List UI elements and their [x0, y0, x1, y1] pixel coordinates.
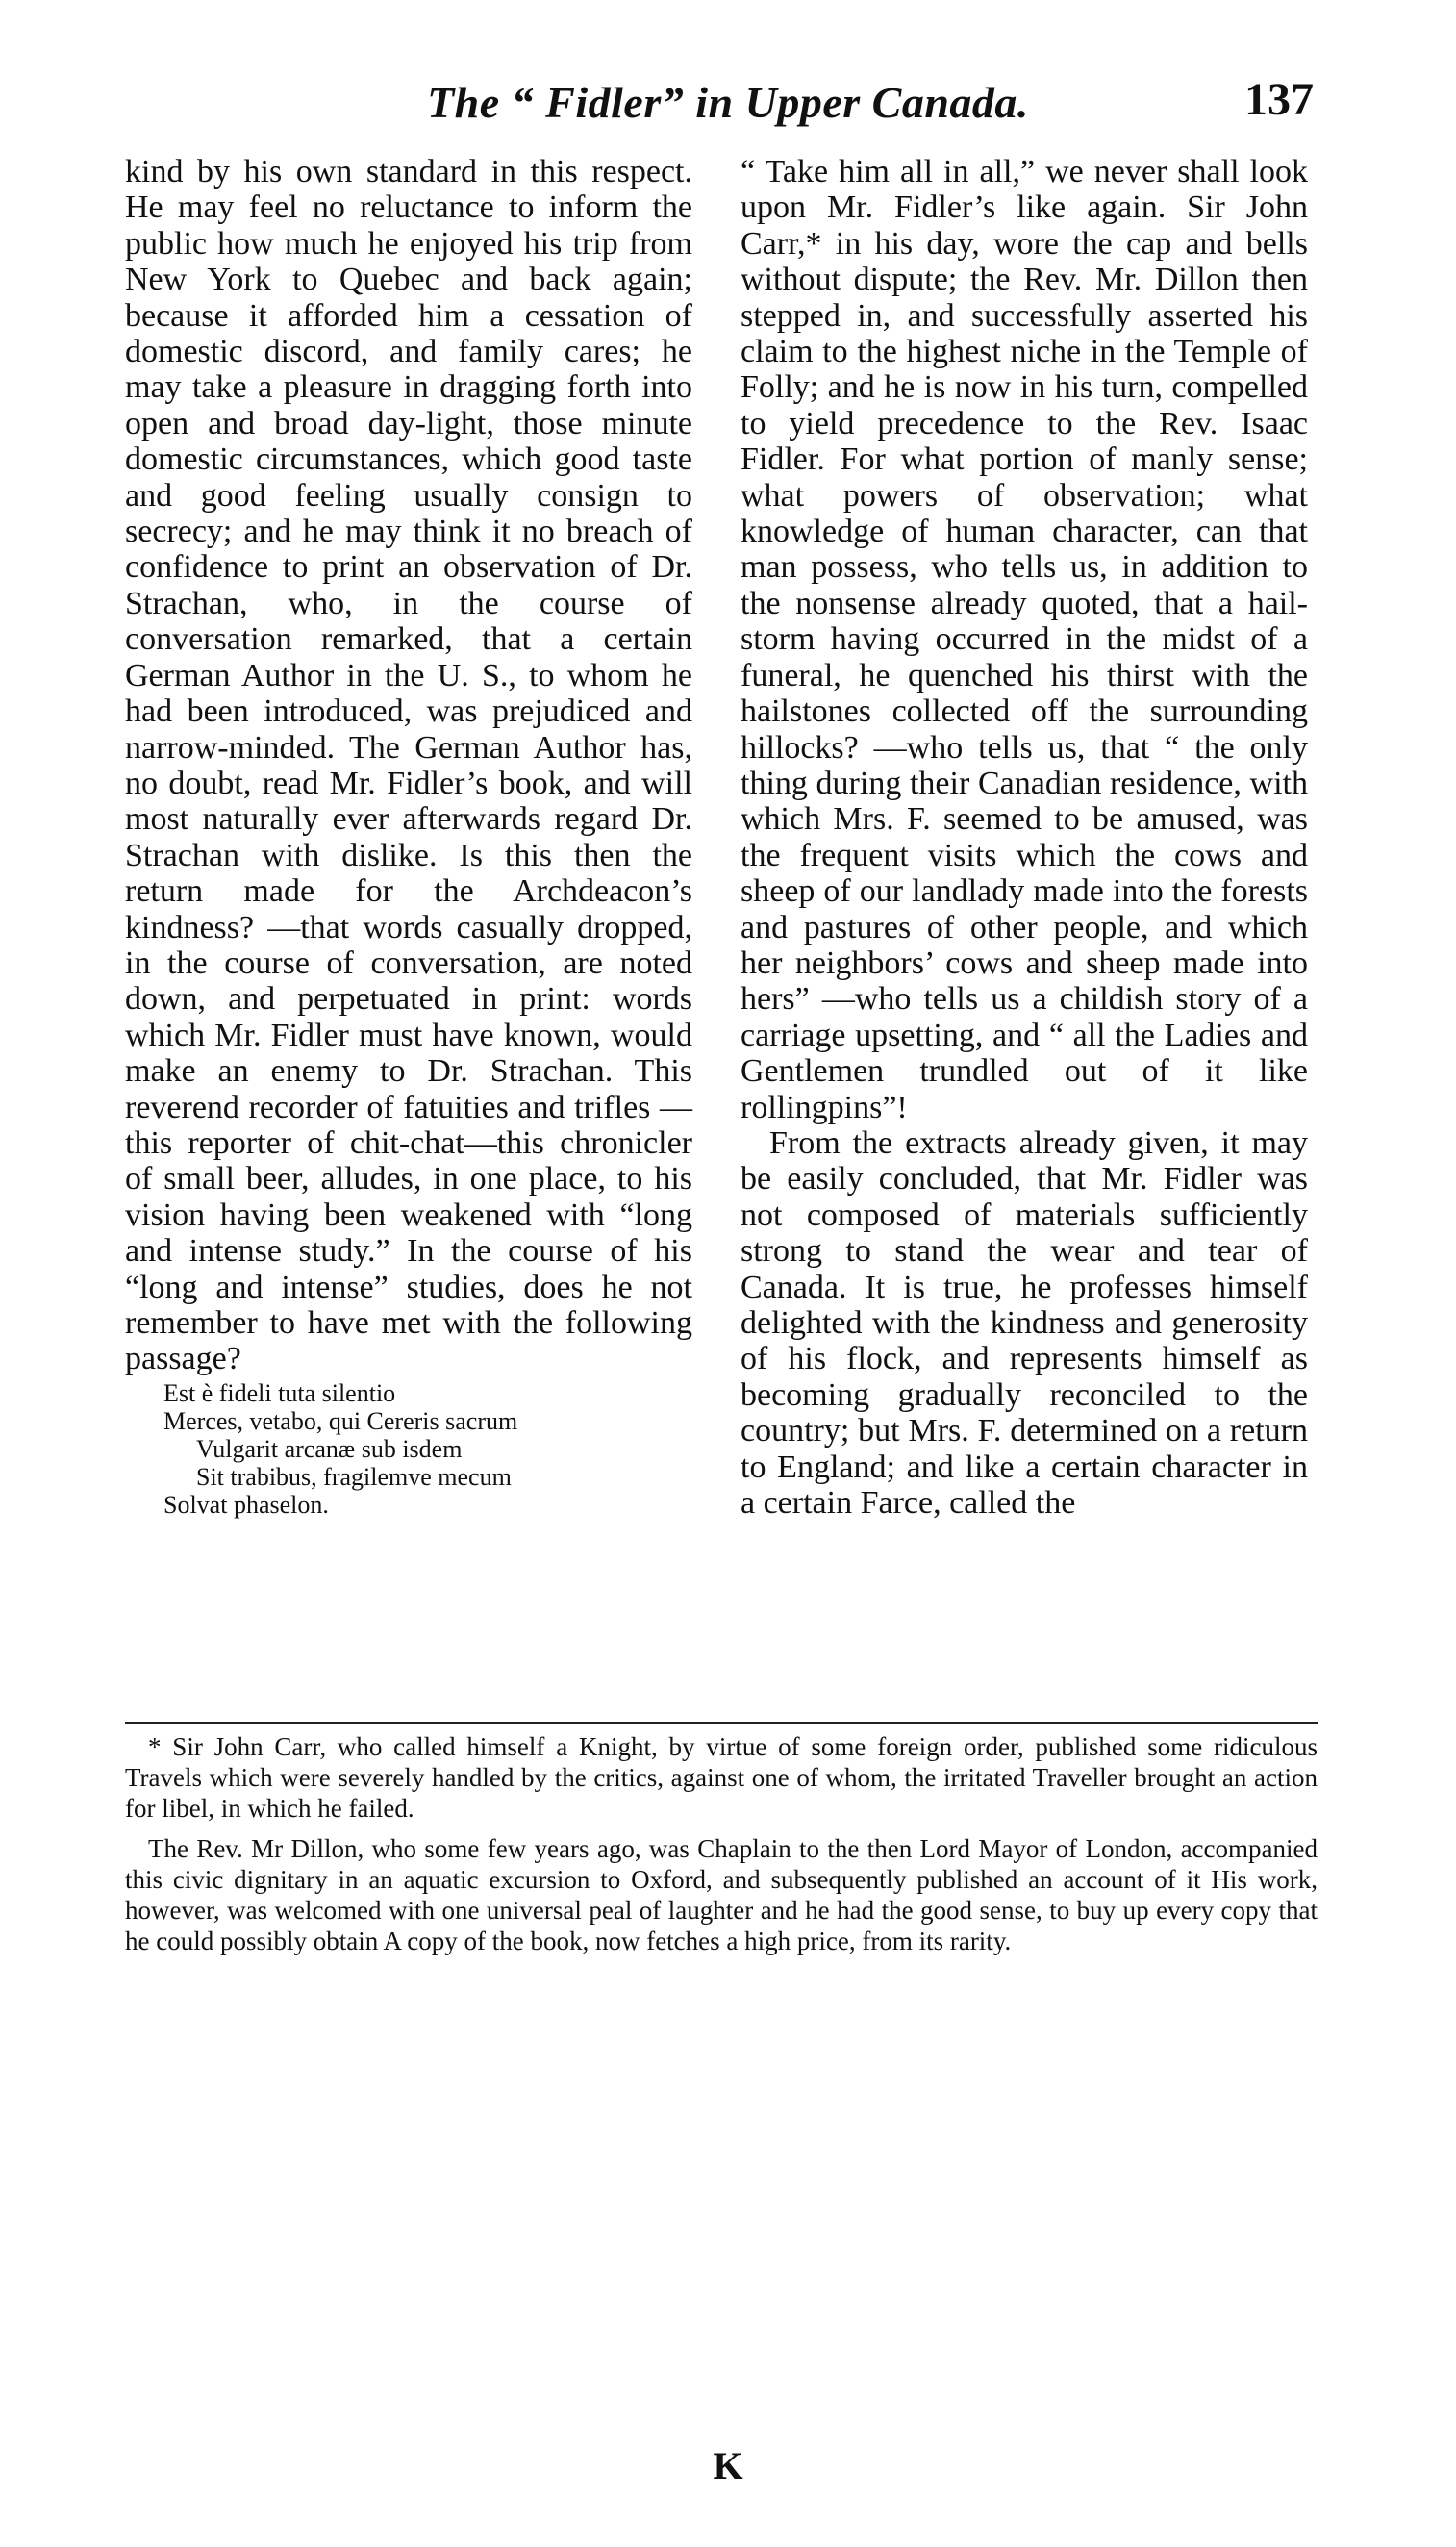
footnote-1: * Sir John Carr, who called himself a Knight, by virtue of some foreign order, published some ridiculous Travels which were severely handled by the critics, against one of whom, the irritated Traveller brought an action for libel, in which he failed.: [125, 1732, 1318, 1823]
footnotes: [125, 1731, 1318, 1966]
footnote-rule: [125, 1722, 1318, 1724]
body-columns: [125, 154, 1318, 1702]
printer-signature-mark: K: [713, 2444, 743, 2487]
page-number: 137: [1244, 74, 1314, 125]
right-paragraph-1: “ Take him all in all,” we never shall look upon Mr. Fidler’s like again. Sir John Carr,* in his day, wore the cap and bells without dispute; the Rev. Mr. Dillon then stepped in, and successfully asserted his claim to the highest niche in the Temple of Folly; and he is now in his turn, compelled to yield precedence to the Rev. Isaac Fidler. For what portion of manly sense; what powers of observation; what knowledge of human character, can that man possess, who tells us, in addition to the nonsense already quoted, that a hail-storm having occurred in the midst of a funeral, he quenched his thirst with the hailstones collected off the surrounding hillocks? —who tells us, that “ the only thing during their Canadian residence, with which Mrs. F. seemed to be amused, was the frequent visits which the cows and sheep of our landlady made into the forests and pastures of other people, and which her neighbors’ cows and sheep made into hers” —who tells us a childish story of a carriage upsetting, and “ all the Ladies and Gentlemen trundled out of it like rollingpins”!: [741, 154, 1308, 1125]
verse-line-1: Est è fideli tuta silentio: [163, 1378, 396, 1407]
latin-verse-quotation: [163, 1379, 692, 1519]
running-title: The “ Fidler” in Upper Canada.: [427, 78, 1029, 127]
verse-line-3: Vulgarit arcanæ sub isdem: [196, 1434, 463, 1463]
footnote-2: The Rev. Mr Dillon, who some few years ago, was Chaplain to the then Lord Mayor of London, accompanied this civic dignitary in an aquatic excursion to Oxford, and subsequently published an account of it His work, however, was welcomed with one universal peal of laughter and he had the good sense, to buy up every copy that he could possibly obtain A copy of the book, now fetches a high price, from its rarity.: [125, 1834, 1318, 1955]
running-head: [0, 60, 1456, 146]
left-paragraph-1: kind by his own standard in this respect. He may feel no reluctance to inform the public how much he enjoyed his trip from New York to Quebec and back again; because it afforded him a cessation of domestic discord, and family cares; he may take a pleasure in dragging forth into open and broad day-light, those minute domestic circumstances, which good taste and good feeling usually consign to secrecy; and he may think it no breach of confidence to print an observation of Dr. Strachan, who, in the course of conversation remarked, that a certain German Author in the U. S., to whom he had been introduced, was prejudiced and narrow-minded. The German Author has, no doubt, read Mr. Fidler’s book, and will most naturally ever afterwards regard Dr. Strachan with dislike. Is this then the return made for the Archdeacon’s kindness? —that words casually dropped, in the course of conversation, are noted down, and perpetuated in print: words which Mr. Fidler must have known, would make an enemy to Dr. Strachan. This reverend recorder of fatuities and trifles — this reporter of chit-chat—this chronicler of small beer, alludes, in one place, to his vision having been weakened with “long and intense study.” In the course of his “long and intense” studies, does he not remember to have met with the following passage?: [125, 154, 692, 1377]
verse-line-5: Solvat phaselon.: [163, 1490, 329, 1519]
right-paragraph-2: From the extracts already given, it may be easily concluded, that Mr. Fidler was not composed of materials sufficiently strong to stand the wear and tear of Canada. It is true, he professes himself delighted with the kindness and generosity of his flock, and represents himself as becoming gradually reconciled to the country; but Mrs. F. determined on a return to England; and like a certain character in a certain Farce, called the: [741, 1124, 1308, 1522]
right-column: [741, 154, 1308, 1521]
verse-line-2: Merces, vetabo, qui Cereris sacrum: [163, 1406, 518, 1435]
left-column: [125, 154, 692, 1519]
verse-line-4: Sit trabibus, fragilemve mecum: [196, 1462, 512, 1491]
